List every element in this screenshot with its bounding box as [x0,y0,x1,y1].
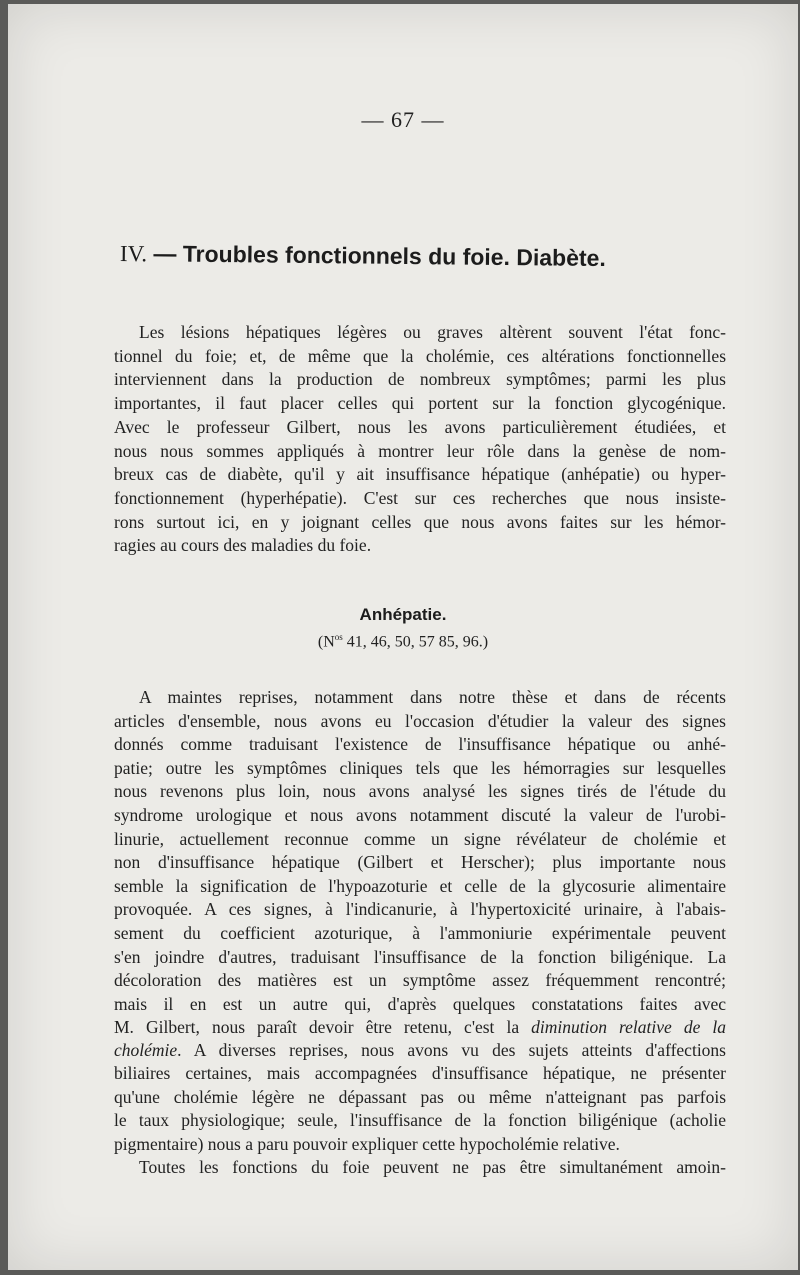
text-line: pigmentaire) nous a paru pouvoir expliquer cette hypocholémie relative. [114,1133,620,1154]
text-line: syndrome urologique et nous avons notamment discuté la valeur de l'urobi- [114,805,726,825]
subsection-title: Anhépatie. [359,605,447,624]
text-line: interviennent dans la production de nombreux symptômes; parmi les plus [114,369,726,390]
text-segment: M. Gilbert, nous paraît devoir être retenu, c'est la [114,1017,532,1037]
text-segment: . A diverses reprises, nous avons vu des sujets atteints d'affections [177,1040,726,1060]
text-line: sement du coefficient azoturique, à l'ammoniurie expérimentale peuvent [114,923,726,943]
subsection-references [8,632,798,651]
italic-text: cholémie [114,1040,178,1060]
text-line: breux cas de diabète, qu'il y ait insuffisance hépatique (anhépatie) ou hyper- [114,464,726,485]
text-line: Avec le professeur Gilbert, nous les avons particulièrement étudiées, et [114,416,726,437]
text-line: fonctionnement (hyperhépatie). C'est sur ces recherches que nous insiste- [114,487,726,508]
text-line: Toutes les fonctions du foie peuvent ne pas être simultanément amoin- [139,1157,726,1178]
text-line: importantes, il faut placer celles qui portent sur la fonction glycogénique. [114,393,726,414]
text-line: A maintes reprises, notamment dans notre thèse et dans de récents [139,687,726,707]
text-line: nous nous sommes appliqués à montrer leur rôle dans la genèse de nom- [114,440,726,461]
refs-list: 41, 46, 50, 57 85, 96.) [342,633,489,651]
text-line: nous revenons plus loin, nous avons analysé les signes tirés de l'étude du [114,781,726,802]
refs-prefix: (N [317,633,335,651]
text-line [114,1038,726,1062]
section-title-text: Troubles fonctionnels du foie. Diabète. [182,240,606,272]
text-line: non d'insuffisance hépatique (Gilbert et Herscher); plus importante nous [114,852,726,873]
document-page [8,4,798,1270]
text-line: décoloration des matières est un symptôme assez fréquemment rencontré; [114,970,726,991]
refs-sup: os [334,632,343,642]
text-line: biliaires certaines, mais accompagnées d'insuffisance hépatique, ne présenter [114,1063,726,1083]
text-line: rons surtout ici, en y joignant celles que nous avons faites sur les hémor- [114,511,726,532]
italic-text: diminution relative de la [531,1017,726,1037]
text-line: donnés comme traduisant l'existence de l'insuffisance hépatique ou anhé- [114,734,726,755]
section-heading [120,240,720,273]
section-numeral: IV. [119,241,148,267]
text-line: semble la signification de l'hypoazoturie et celle de la glycosurie alimentaire [114,875,726,896]
text-line: tionnel du foie; et, de même que la cholémie, ces altérations fonctionnelles [114,345,726,366]
text-line [114,1015,726,1039]
section-dash: — [153,240,177,267]
text-line: provoquée. A ces signes, à l'indicanurie, à l'hypertoxicité urinaire, à l'abais- [114,899,726,920]
text-line: s'en joindre d'autres, traduisant l'insuffisance de la fonction biligénique. La [114,946,726,967]
text-line: qu'une cholémie légère ne dépassant pas ou même n'atteignant pas parfois [114,1086,726,1107]
text-line: mais il en est un autre qui, d'après quelques constatations faites avec [114,993,726,1014]
text-line: linurie, actuellement reconnue comme un signe révélateur de cholémie et [114,828,726,849]
text-line: Les lésions hépatiques légères ou graves altèrent souvent l'état fonc- [139,322,726,342]
text-line: le taux physiologique; seule, l'insuffisance de la fonction biligénique (acholie [114,1110,726,1131]
text-line: articles d'ensemble, nous avons eu l'occasion d'étudier la valeur des signes [114,710,726,731]
text-line: ragies au cours des maladies du foie. [114,535,372,556]
text-line: patie; outre les symptômes cliniques tels que les hémorragies sur lesquelles [114,757,726,778]
page-number: — 67 — [361,107,445,132]
